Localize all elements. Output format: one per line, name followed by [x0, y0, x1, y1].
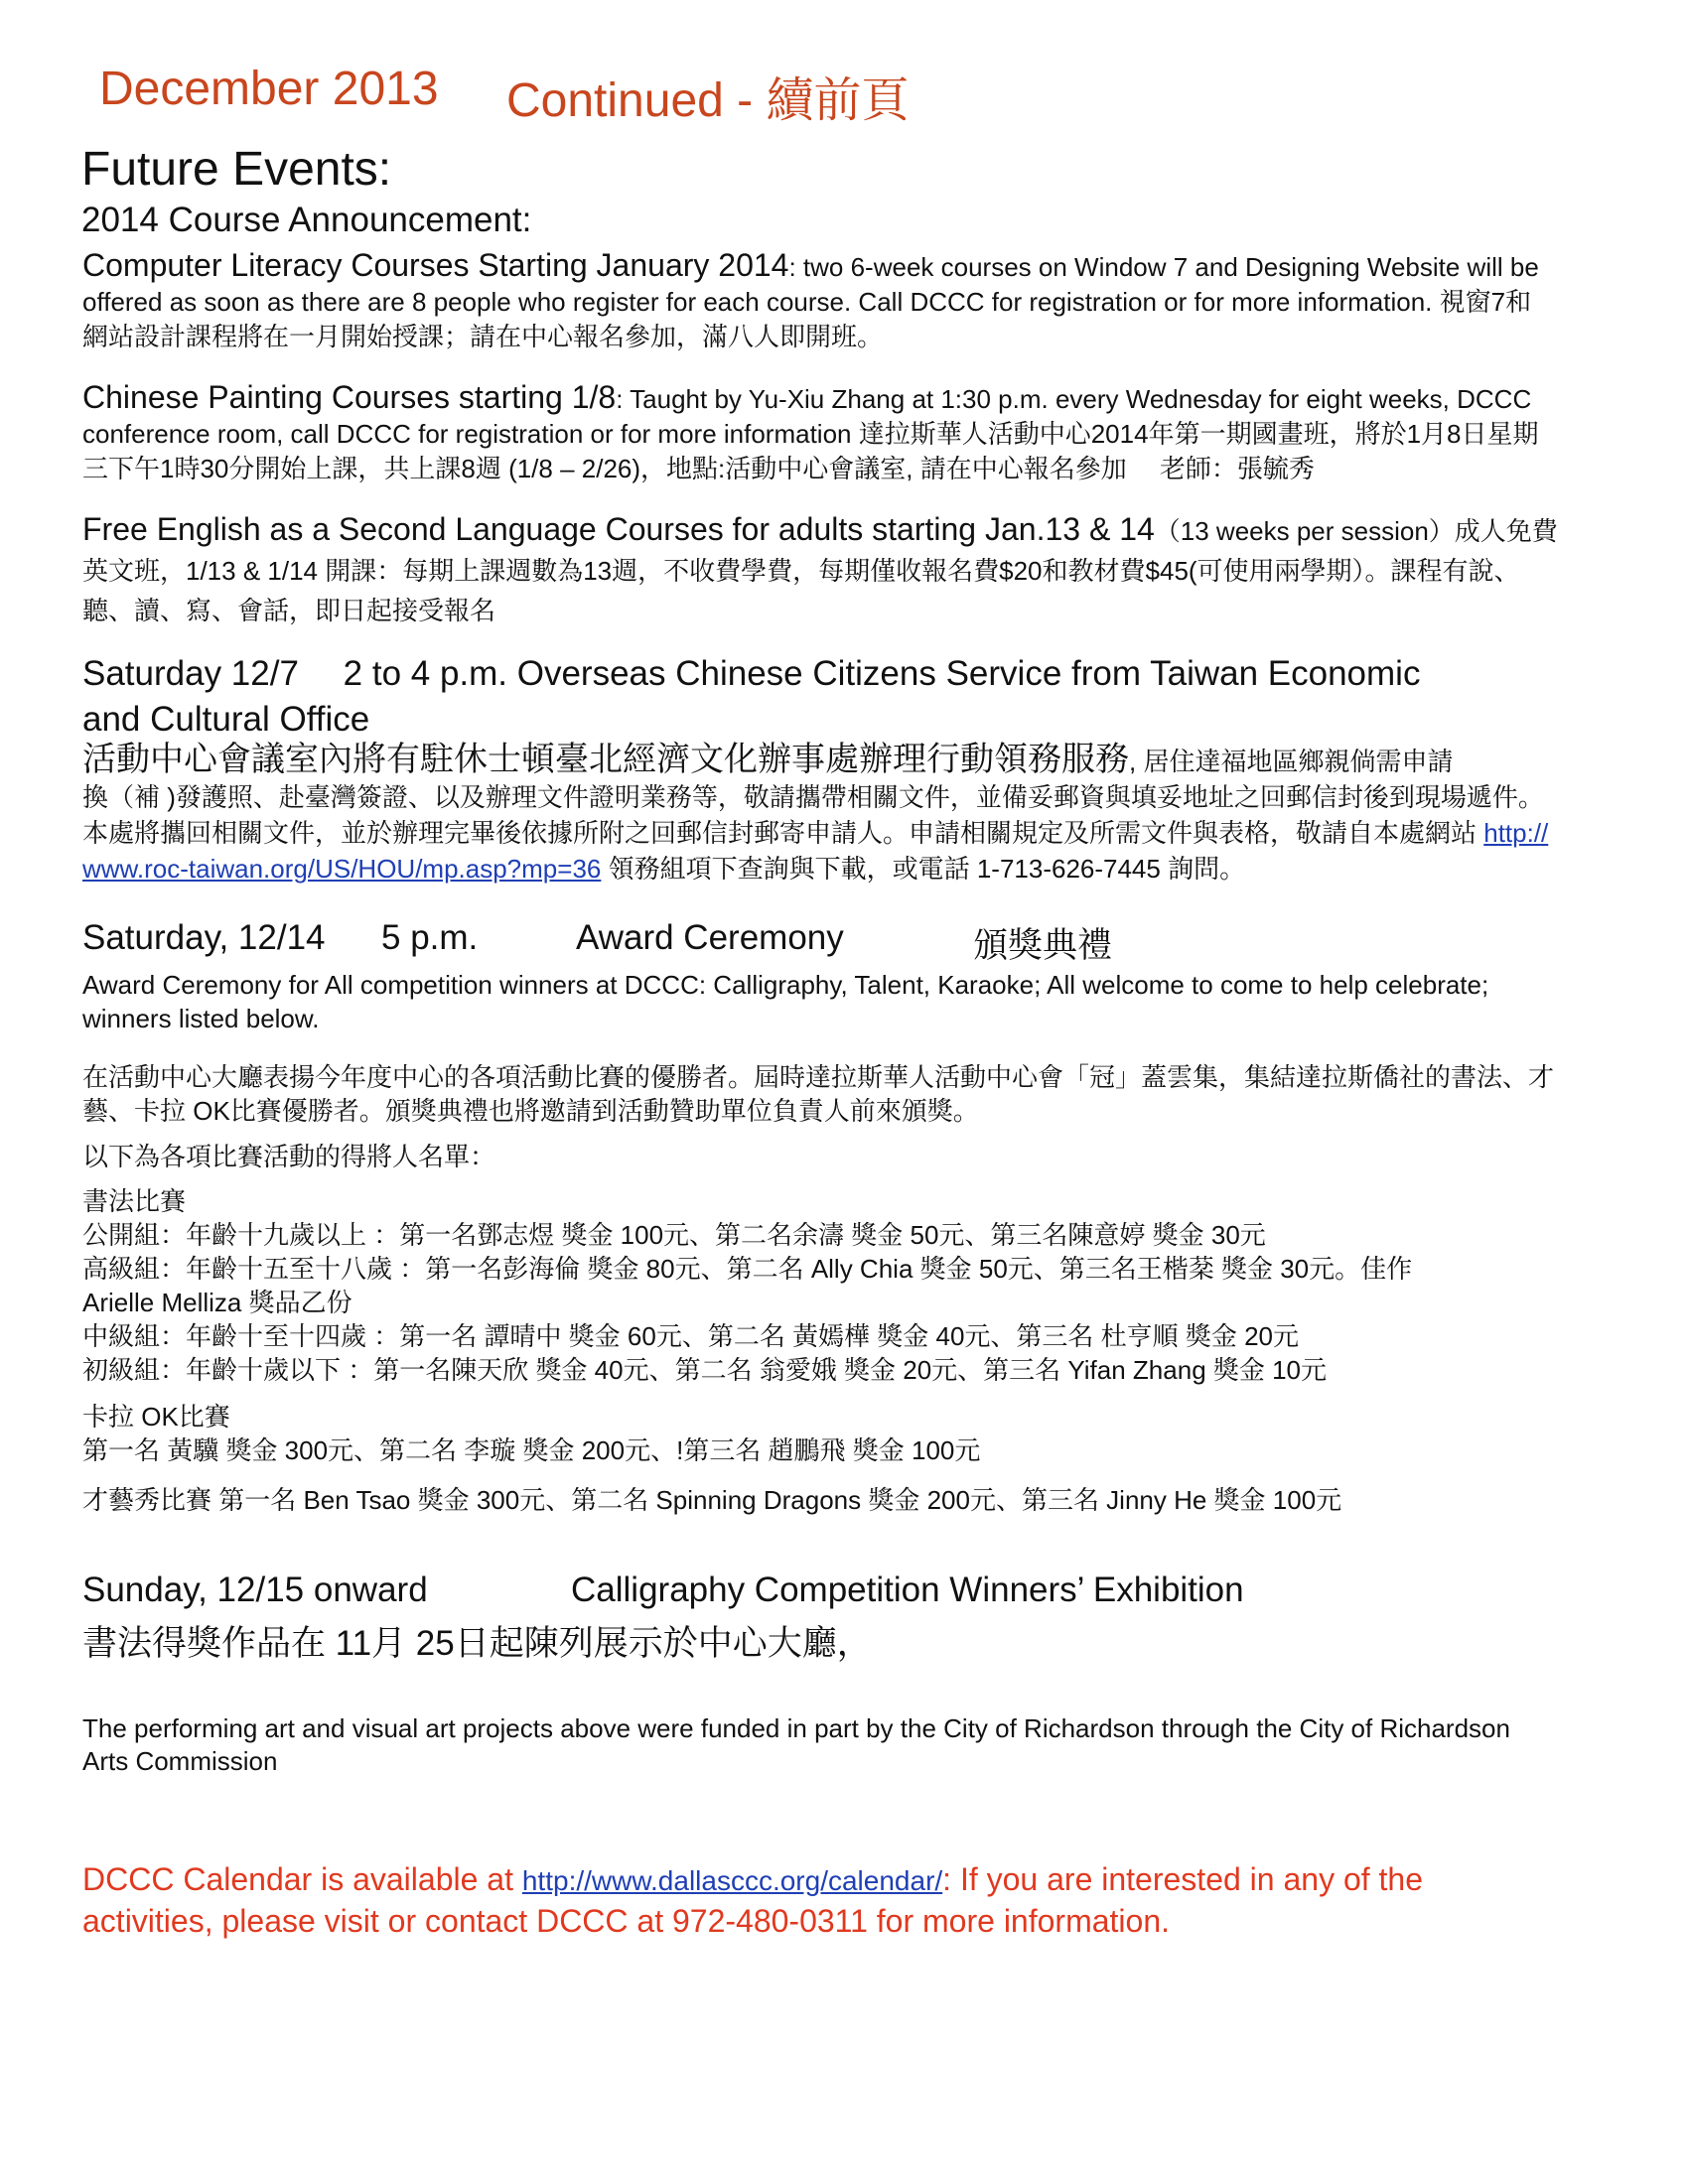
karaoke-title: 卡拉 OK比賽: [82, 1402, 230, 1432]
calligraphy-senior-honorable: Arielle Melliza 獎品乙份: [82, 1288, 352, 1317]
consular-zh-line3: 本處將攜回相關文件，並於辦理完畢後依據所附之回郵信封郵寄申請人。申請相關規定及所需文件與表格，敬請自本處網站: [82, 818, 1484, 848]
karaoke-winners: [82, 1400, 1651, 1467]
award-description: [82, 968, 1651, 1035]
calligraphy-title: 書法比賽: [82, 1186, 187, 1216]
consular-zh-line2: 換（補 )發護照、赴臺灣簽證、以及辦理文件證明業務等，敬請攜帶相關文件，並備妥郵資與填妥地址之回郵信封後到現場遞件。: [82, 782, 1544, 812]
consular-zh-line4: 領務組項下查詢與下載，或電話 1-713-626-7445 詢問。: [601, 854, 1246, 884]
exhibition-date: Sunday, 12/15 onward: [82, 1570, 428, 1609]
esl-course-line3: 聽、讀、寫、會話，即日起接受報名: [82, 596, 496, 625]
talent-results: 才藝秀比賽 第一名 Ben Tsao 獎金 300元、第二名 Spinning Dragons 獎金 200元、第三名 Jinny He 獎金 100元: [82, 1485, 1342, 1515]
continued-heading: Continued - 續前頁: [506, 74, 910, 127]
calligraphy-middle-group: 中級組：年齡十至十四歲 ：第一名 譚晴中 獎金 60元、第二名 黃嫣樺 獎金 40元、第三名 杜亨順 獎金 20元: [82, 1321, 1299, 1351]
award-zh-line1: 在活動中心大廳表揚今年度中心的各項活動比賽的優勝者。屆時達拉斯華人活動中心會「冠」蓋雲集，集結達拉斯僑社的書法、才: [82, 1062, 1555, 1092]
computer-course-line1: : two 6-week courses on Window 7 and Designing Website will be: [788, 252, 1539, 282]
consular-heading-1: Saturday 12/7 2 to 4 p.m. Overseas Chinese Citizens Service from Taiwan Economic: [82, 654, 1421, 693]
consular-heading-2: and Cultural Office: [82, 700, 370, 739]
award-desc-line2: winners listed below.: [82, 1004, 320, 1033]
award-time: 5 p.m.: [381, 918, 479, 957]
consular-zh-line1: , 居住達福地區鄉親倘需申請: [1129, 747, 1454, 776]
painting-course-line1: : Taught by Yu-Xiu Zhang at 1:30 p.m. every Wednesday for eight weeks, DCCC: [616, 384, 1532, 414]
computer-course-line2: offered as soon as there are 8 people who register for each course. Call DCCC for registration or for more information. 視窗7和: [82, 287, 1532, 317]
exhibition-title: Calligraphy Competition Winners’ Exhibition: [571, 1570, 1244, 1609]
painting-course-line2: conference room, call DCCC for registration or for more information 達拉斯華人活動中心2014年第一期國畫班，將於1月8日星期: [82, 419, 1539, 449]
computer-course-line3: 網站設計課程將在一月開始授課；請在中心報名參加，滿八人即開班。: [82, 322, 884, 351]
month-heading: December 2013: [99, 63, 439, 115]
winners-list-intro: 以下為各項比賽活動的得將人名單：: [82, 1142, 496, 1171]
calendar-link[interactable]: http://www.dallasccc.org/calendar/: [521, 1865, 943, 1896]
exhibition-zh: 書法得獎作品在 11月 25日起陳列展示於中心大廳，: [82, 1624, 872, 1663]
painting-course-line3: 三下午1時30分開始上課，共上課8週 (1/8 – 2/26)，地點:活動中心會議室, 請在中心報名參加 老師：張毓秀: [82, 454, 1315, 483]
consular-service-section: [82, 650, 1651, 887]
calendar-pre: DCCC Calendar is available at: [82, 1861, 522, 1897]
award-zh-description: [82, 1060, 1651, 1128]
computer-course-section: [82, 248, 1651, 354]
calligraphy-winners: [82, 1184, 1651, 1387]
esl-course-section: [82, 509, 1651, 630]
calendar-notice: [82, 1859, 1651, 1941]
course-announcement-title: 2014 Course Announcement:: [81, 201, 532, 239]
calligraphy-open-group: 公開組：年齡十九歲以上 ：第一名鄧志煜 獎金 100元、第二名余濤 獎金 50元、第三名陳意婷 獎金 30元: [82, 1220, 1266, 1250]
calendar-post: : If you are interested in any of the: [942, 1861, 1424, 1897]
award-title-zh: 頒獎典禮: [973, 926, 1113, 965]
painting-course-lead: Chinese Painting Courses starting 1/8: [82, 379, 617, 415]
esl-course-line1: （13 weeks per session）成人免費: [1154, 516, 1558, 546]
consular-zh-lead: 活動中心會議室內將有駐休士頓臺北經濟文化辦事處辦理行動領務服務: [82, 741, 1129, 778]
award-title: Award Ceremony: [576, 918, 844, 957]
funding-line2: Arts Commission: [82, 1746, 278, 1776]
award-desc-line1: Award Ceremony for All competition winners at DCCC: Calligraphy, Talent, Karaoke; All welcome to come to help celebrate;: [82, 970, 1489, 1000]
roc-taiwan-link-part1[interactable]: http://: [1483, 818, 1549, 848]
calligraphy-junior-group: 初級組：年齡十歲以下 ：第一名陳天欣 獎金 40元、第二名 翁愛娥 獎金 20元、第三名 Yifan Zhang 獎金 10元: [82, 1355, 1328, 1385]
future-events-title: Future Events:: [81, 143, 392, 196]
award-zh-line2: 藝、卡拉 OK比賽優勝者。頒獎典禮也將邀請到活動贊助單位負責人前來頒獎。: [82, 1096, 979, 1126]
esl-course-line2: 英文班，1/13 & 1/14 開課：每期上課週數為13週，不收費學費，每期僅收報名費$20和教材費$45(可使用兩學期）。課程有說、: [82, 556, 1520, 586]
karaoke-results: 第一名 黃驥 獎金 300元、第二名 李璇 獎金 200元、!第三名 趙鵬飛 獎金 100元: [82, 1435, 981, 1465]
roc-taiwan-link-part2[interactable]: www.roc-taiwan.org/US/HOU/mp.asp?mp=36: [82, 854, 602, 884]
award-date: Saturday, 12/14: [82, 918, 326, 957]
calendar-line2: activities, please visit or contact DCCC at 972-480-0311 for more information.: [82, 1903, 1170, 1939]
computer-course-lead: Computer Literacy Courses Starting January 2014: [82, 247, 789, 283]
calligraphy-senior-group: 高級組：年齡十五至十八歲 ：第一名彭海倫 獎金 80元、第二名 Ally Chia 獎金 50元、第三名王楷棻 獎金 30元。佳作: [82, 1254, 1413, 1284]
funding-note: [82, 1712, 1651, 1778]
painting-course-section: [82, 380, 1651, 486]
funding-line1: The performing art and visual art projects above were funded in part by the City of Richardson through the City of Richardson: [82, 1713, 1510, 1743]
esl-course-lead: Free English as a Second Language Courses for adults starting Jan.13 & 14: [82, 511, 1155, 547]
